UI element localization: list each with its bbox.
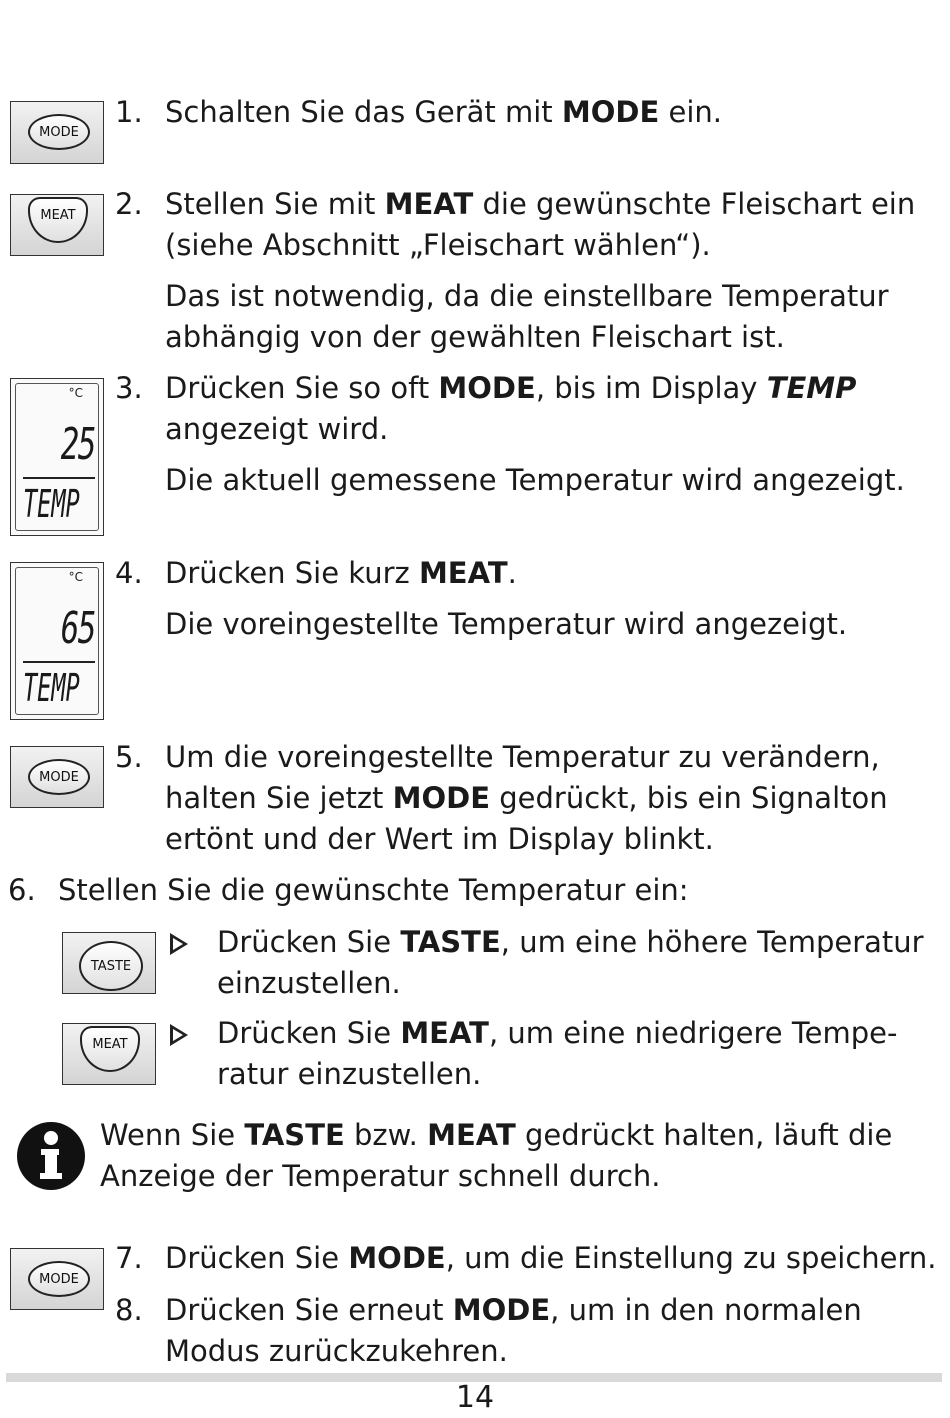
sub-item-taste-text: Drücken Sie TASTE, um eine höhere Temperatur einzustellen. xyxy=(217,925,924,1000)
triangle-bullet-icon xyxy=(170,933,188,955)
mode-button: MODE xyxy=(28,759,90,795)
celsius-unit: °C xyxy=(68,386,83,400)
step-number: 3. xyxy=(115,371,143,405)
lcd-temp-label: TEMP xyxy=(23,666,80,710)
step-number: 6. xyxy=(8,873,36,907)
page-number: 14 xyxy=(455,1380,495,1415)
step-4-text: Drücken Sie kurz MEAT. Die voreingestellte Temperatur wird angezeigt. xyxy=(165,556,848,641)
step-number: 2. xyxy=(115,187,143,221)
mode-button: MODE xyxy=(28,1261,90,1297)
mode-button-illustration xyxy=(10,101,104,164)
step-5-text: Um die voreingestellte Temperatur zu verändern, halten Sie jetzt MODE gedrückt, bis ein Signalton ertönt und der Wert im Display blinkt. xyxy=(165,740,888,856)
lcd-display-illustration xyxy=(10,378,104,536)
taste-button: TASTE xyxy=(79,941,143,991)
mode-button: MODE xyxy=(28,114,90,150)
meat-button: MEAT xyxy=(80,1026,140,1072)
lcd-temperature-value: 65 xyxy=(60,603,95,654)
meat-button-illustration xyxy=(10,194,104,256)
info-note-text: Wenn Sie TASTE bzw. MEAT gedrückt halten, läuft die Anzeige der Temperatur schnell durch. xyxy=(100,1118,893,1193)
triangle-bullet-icon xyxy=(170,1024,188,1046)
step-number: 5. xyxy=(115,740,143,774)
meat-button-illustration xyxy=(62,1023,156,1085)
meat-button: MEAT xyxy=(28,197,88,243)
step-3-text: Drücken Sie so oft MODE, bis im Display TEMP angezeigt wird. Die aktuell gemessene Temperatur wird angezeigt. xyxy=(165,371,905,497)
step-7-text: Drücken Sie MODE, um die Einstellung zu speichern. xyxy=(165,1241,937,1275)
sub-item-meat-text: Drücken Sie MEAT, um eine niedrigere Tempe- ratur einzustellen. xyxy=(217,1016,898,1091)
step-6-text: Stellen Sie die gewünschte Temperatur ein: xyxy=(58,873,689,907)
lcd-display-illustration xyxy=(10,562,104,720)
step-number: 8. xyxy=(115,1293,143,1327)
step-number: 4. xyxy=(115,556,143,590)
step-1-text: Schalten Sie das Gerät mit MODE ein. xyxy=(165,95,723,129)
step-number: 1. xyxy=(115,95,143,129)
taste-button-illustration xyxy=(62,932,156,994)
lcd-temperature-value: 25 xyxy=(60,419,95,470)
mode-button-illustration xyxy=(10,746,104,808)
step-8-text: Drücken Sie erneut MODE, um in den normalen Modus zurückzukehren. xyxy=(165,1293,862,1368)
mode-button-illustration xyxy=(10,1248,104,1310)
info-icon xyxy=(16,1121,86,1191)
step-number: 7. xyxy=(115,1241,143,1275)
lcd-temp-label: TEMP xyxy=(23,482,80,526)
celsius-unit: °C xyxy=(68,570,83,584)
step-2-text: Stellen Sie mit MEAT die gewünschte Fleischart ein (siehe Abschnitt „Fleischart wählen“). Das ist notwendig, da die einstellbare Temperatur abhängig von der gewählten Fleischart ist. xyxy=(165,187,916,354)
